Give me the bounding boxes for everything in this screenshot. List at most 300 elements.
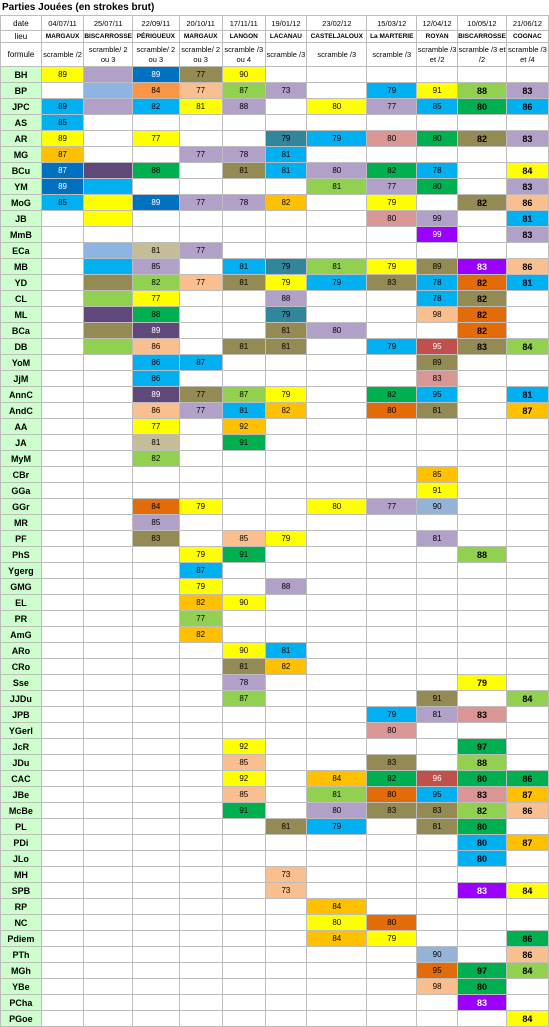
score-cell (307, 195, 367, 211)
score-cell (417, 451, 458, 467)
score-cell (307, 851, 367, 867)
score-cell (265, 787, 306, 803)
formule-cell: scramble /2 (41, 43, 83, 67)
score-cell (458, 563, 507, 579)
score-cell (84, 675, 133, 691)
score-cell: 81 (265, 163, 306, 179)
score-cell (84, 259, 133, 275)
player-row (1, 67, 549, 83)
score-cell: 87 (506, 403, 548, 419)
score-cell: 77 (179, 403, 222, 419)
score-cell: 79 (265, 531, 306, 547)
score-cell (133, 979, 179, 995)
score-cell (265, 1011, 306, 1027)
score-cell (367, 899, 417, 915)
score-cell: 79 (265, 131, 306, 147)
score-cell (417, 1011, 458, 1027)
score-cell (41, 627, 83, 643)
score-cell (506, 739, 548, 755)
score-cell: 81 (133, 243, 179, 259)
score-cell (265, 947, 306, 963)
score-cell (222, 819, 265, 835)
score-cell (367, 467, 417, 483)
score-cell (84, 323, 133, 339)
score-cell (41, 243, 83, 259)
score-cell: 90 (417, 947, 458, 963)
player-name: PhS (1, 547, 42, 563)
score-cell (41, 803, 83, 819)
score-cell (506, 499, 548, 515)
score-cell: 81 (222, 259, 265, 275)
player-row (1, 211, 549, 227)
player-row (1, 947, 549, 963)
score-cell (179, 675, 222, 691)
player-row (1, 819, 549, 835)
score-cell: 91 (222, 435, 265, 451)
score-cell (307, 211, 367, 227)
score-cell: 87 (41, 163, 83, 179)
score-cell (265, 707, 306, 723)
score-cell (84, 195, 133, 211)
score-cell: 77 (179, 243, 222, 259)
score-cell: 97 (458, 963, 507, 979)
score-cell (506, 435, 548, 451)
player-row (1, 963, 549, 979)
score-cell (307, 835, 367, 851)
score-cell (84, 787, 133, 803)
score-cell (133, 611, 179, 627)
score-cell (41, 787, 83, 803)
score-cell: 82 (133, 451, 179, 467)
player-name: BCu (1, 163, 42, 179)
formule-cell: scramble /3 (367, 43, 417, 67)
score-cell (133, 643, 179, 659)
score-cell: 80 (458, 979, 507, 995)
score-cell (41, 371, 83, 387)
score-cell (307, 643, 367, 659)
score-cell (84, 979, 133, 995)
score-cell (307, 403, 367, 419)
score-cell (506, 355, 548, 371)
score-cell: 81 (222, 403, 265, 419)
score-cell (367, 675, 417, 691)
score-cell (222, 995, 265, 1011)
score-cell: 80 (458, 771, 507, 787)
date-cell: 04/07/11 (41, 16, 83, 31)
score-cell: 85 (41, 195, 83, 211)
score-cell (179, 899, 222, 915)
score-cell (367, 371, 417, 387)
formule-label: formule (1, 43, 42, 67)
score-cell: 88 (265, 579, 306, 595)
score-cell (506, 115, 548, 131)
score-cell: 90 (222, 595, 265, 611)
score-cell: 73 (265, 867, 306, 883)
score-cell: 82 (458, 323, 507, 339)
score-cell: 89 (417, 259, 458, 275)
score-cell (307, 83, 367, 99)
score-cell: 80 (307, 323, 367, 339)
score-cell (458, 691, 507, 707)
score-cell (179, 979, 222, 995)
score-cell (367, 483, 417, 499)
score-cell: 78 (222, 195, 265, 211)
player-row (1, 1011, 549, 1027)
score-cell: 98 (417, 307, 458, 323)
score-cell (222, 499, 265, 515)
score-cell: 83 (458, 707, 507, 723)
formule-cell: scramble /3 ou 4 (222, 43, 265, 67)
score-cell (367, 307, 417, 323)
score-cell: 81 (307, 259, 367, 275)
score-cell (417, 67, 458, 83)
score-cell (506, 979, 548, 995)
score-cell (41, 531, 83, 547)
score-cell (84, 531, 133, 547)
score-cell: 84 (307, 931, 367, 947)
player-name: YBe (1, 979, 42, 995)
score-cell (179, 691, 222, 707)
score-cell (265, 931, 306, 947)
score-cell (84, 707, 133, 723)
player-name: MG (1, 147, 42, 163)
score-cell (179, 163, 222, 179)
score-cell (179, 787, 222, 803)
score-cell (41, 691, 83, 707)
score-cell (133, 227, 179, 243)
score-cell (417, 851, 458, 867)
score-cell (179, 307, 222, 323)
score-cell: 84 (133, 83, 179, 99)
player-row (1, 83, 549, 99)
score-cell (179, 419, 222, 435)
player-name: ECa (1, 243, 42, 259)
score-cell (84, 611, 133, 627)
score-cell (41, 739, 83, 755)
score-cell: 81 (265, 643, 306, 659)
score-cell (84, 115, 133, 131)
score-cell: 81 (417, 819, 458, 835)
score-cell: 88 (265, 291, 306, 307)
score-cell: 84 (506, 339, 548, 355)
score-cell (84, 163, 133, 179)
score-cell (367, 819, 417, 835)
player-row (1, 291, 549, 307)
score-cell (458, 899, 507, 915)
score-cell (222, 931, 265, 947)
score-cell (84, 211, 133, 227)
score-cell: 83 (506, 179, 548, 195)
score-cell: 90 (417, 499, 458, 515)
score-cell (417, 883, 458, 899)
score-cell: 81 (222, 275, 265, 291)
player-name: CL (1, 291, 42, 307)
lieu-cell: LANGON (222, 31, 265, 43)
player-name: YD (1, 275, 42, 291)
player-name: MB (1, 259, 42, 275)
score-cell: 87 (222, 83, 265, 99)
score-cell (41, 755, 83, 771)
score-cell (307, 451, 367, 467)
score-cell: 82 (265, 403, 306, 419)
score-cell (417, 995, 458, 1011)
date-cell: 25/07/11 (84, 16, 133, 31)
score-cell (84, 723, 133, 739)
score-cell (367, 227, 417, 243)
score-cell (367, 851, 417, 867)
score-cell: 77 (179, 275, 222, 291)
score-cell: 80 (458, 835, 507, 851)
score-cell (84, 579, 133, 595)
score-cell (84, 483, 133, 499)
lieu-cell: MARGAUX (179, 31, 222, 43)
player-name: AmG (1, 627, 42, 643)
score-cell: 82 (133, 275, 179, 291)
player-name: CAC (1, 771, 42, 787)
score-cell (506, 243, 548, 259)
date-cell: 12/04/12 (417, 16, 458, 31)
score-cell (265, 771, 306, 787)
score-cell (84, 291, 133, 307)
score-cell (265, 595, 306, 611)
score-cell (41, 723, 83, 739)
score-cell: 79 (367, 707, 417, 723)
score-cell (367, 115, 417, 131)
score-cell (84, 883, 133, 899)
score-cell (41, 867, 83, 883)
score-cell (506, 755, 548, 771)
score-cell (222, 227, 265, 243)
score-cell: 83 (458, 787, 507, 803)
score-cell (133, 995, 179, 1011)
player-name: ML (1, 307, 42, 323)
score-cell (133, 963, 179, 979)
score-cell (307, 995, 367, 1011)
score-cell (179, 531, 222, 547)
score-cell (458, 67, 507, 83)
score-cell (458, 947, 507, 963)
score-cell: 84 (307, 771, 367, 787)
score-cell: 95 (417, 339, 458, 355)
player-name: JJDu (1, 691, 42, 707)
score-cell: 81 (417, 707, 458, 723)
score-cell (367, 67, 417, 83)
player-name: RP (1, 899, 42, 915)
score-cell: 77 (179, 67, 222, 83)
score-cell (84, 83, 133, 99)
score-cell (133, 659, 179, 675)
score-cell: 84 (506, 963, 548, 979)
formule-row (1, 43, 549, 67)
formule-cell: scramble/ 2 ou 3 (133, 43, 179, 67)
score-cell (458, 387, 507, 403)
score-cell (458, 915, 507, 931)
score-cell (265, 483, 306, 499)
score-cell (41, 771, 83, 787)
score-cell (133, 835, 179, 851)
score-cell: 77 (179, 387, 222, 403)
score-cell (417, 835, 458, 851)
score-cell: 97 (458, 739, 507, 755)
score-cell: 90 (222, 67, 265, 83)
score-cell (506, 867, 548, 883)
score-cell (41, 883, 83, 899)
score-cell (417, 547, 458, 563)
score-cell (307, 67, 367, 83)
score-cell (133, 579, 179, 595)
player-row (1, 931, 549, 947)
score-cell: 79 (307, 131, 367, 147)
score-cell (417, 755, 458, 771)
score-cell (458, 931, 507, 947)
player-name: JcR (1, 739, 42, 755)
score-cell (506, 643, 548, 659)
score-cell: 85 (41, 115, 83, 131)
score-cell (133, 627, 179, 643)
score-cell: 77 (179, 195, 222, 211)
score-cell (506, 547, 548, 563)
score-cell (133, 675, 179, 691)
score-cell (41, 611, 83, 627)
score-cell (41, 211, 83, 227)
score-cell: 89 (133, 387, 179, 403)
score-cell: 82 (265, 659, 306, 675)
player-name: JPB (1, 707, 42, 723)
score-cell: 79 (179, 547, 222, 563)
score-cell (84, 307, 133, 323)
score-cell: 88 (458, 83, 507, 99)
score-cell (179, 339, 222, 355)
score-cell (41, 419, 83, 435)
score-cell (417, 931, 458, 947)
score-cell (179, 915, 222, 931)
score-cell: 79 (367, 83, 417, 99)
formule-cell: scramble/ 2 ou 3 (84, 43, 133, 67)
score-cell: 80 (367, 723, 417, 739)
score-cell (307, 483, 367, 499)
score-cell (41, 659, 83, 675)
score-cell (367, 419, 417, 435)
player-name: MoG (1, 195, 42, 211)
score-cell (84, 499, 133, 515)
lieu-cell: CASTELJALOUX (307, 31, 367, 43)
score-cell (222, 723, 265, 739)
player-row (1, 787, 549, 803)
score-cell (506, 483, 548, 499)
player-row (1, 131, 549, 147)
player-name: PR (1, 611, 42, 627)
score-cell (84, 147, 133, 163)
score-cell (307, 963, 367, 979)
score-cell (179, 323, 222, 339)
score-cell (307, 531, 367, 547)
score-cell (179, 995, 222, 1011)
score-cell: 80 (307, 499, 367, 515)
score-cell (41, 595, 83, 611)
score-cell (265, 915, 306, 931)
score-cell (506, 467, 548, 483)
score-cell (367, 739, 417, 755)
score-cell (458, 227, 507, 243)
player-row (1, 915, 549, 931)
player-name: BH (1, 67, 42, 83)
score-cell: 81 (222, 339, 265, 355)
player-row (1, 707, 549, 723)
score-cell (84, 227, 133, 243)
score-cell (307, 371, 367, 387)
score-cell: 80 (417, 179, 458, 195)
score-cell: 78 (417, 291, 458, 307)
score-cell (179, 835, 222, 851)
score-cell (265, 371, 306, 387)
score-cell (367, 867, 417, 883)
formule-cell: scramble /3 (265, 43, 306, 67)
formule-cell: scramble/ 2 ou 3 (179, 43, 222, 67)
score-cell: 98 (417, 979, 458, 995)
player-name: AR (1, 131, 42, 147)
score-cell: 99 (417, 227, 458, 243)
score-cell (307, 339, 367, 355)
score-cell (307, 1011, 367, 1027)
score-cell (84, 931, 133, 947)
score-cell (179, 931, 222, 947)
score-cell: 85 (133, 259, 179, 275)
player-row (1, 163, 549, 179)
score-cell (367, 611, 417, 627)
score-cell: 95 (417, 387, 458, 403)
score-cell (179, 371, 222, 387)
score-cell: 83 (506, 131, 548, 147)
player-row (1, 563, 549, 579)
score-cell: 89 (41, 131, 83, 147)
player-row (1, 435, 549, 451)
score-cell (367, 291, 417, 307)
player-name: Ygerg (1, 563, 42, 579)
score-cell: 81 (506, 387, 548, 403)
player-row (1, 179, 549, 195)
score-cell: 78 (417, 163, 458, 179)
score-cell (265, 611, 306, 627)
score-cell (265, 563, 306, 579)
player-row (1, 243, 549, 259)
score-cell: 92 (222, 419, 265, 435)
score-cell: 78 (222, 147, 265, 163)
player-row (1, 419, 549, 435)
score-cell (417, 195, 458, 211)
score-cell (41, 707, 83, 723)
score-cell (265, 723, 306, 739)
player-name: MyM (1, 451, 42, 467)
player-row (1, 803, 549, 819)
scores-table (0, 15, 549, 1027)
score-cell (222, 515, 265, 531)
score-cell (506, 707, 548, 723)
score-cell: 88 (222, 99, 265, 115)
score-cell (179, 211, 222, 227)
score-cell (307, 691, 367, 707)
score-cell: 84 (307, 899, 367, 915)
score-cell (41, 499, 83, 515)
score-cell: 79 (265, 275, 306, 291)
score-cell (179, 659, 222, 675)
score-cell: 81 (179, 99, 222, 115)
score-cell (133, 787, 179, 803)
score-cell (307, 611, 367, 627)
score-cell (84, 771, 133, 787)
score-cell (84, 515, 133, 531)
score-cell (307, 467, 367, 483)
score-cell (84, 243, 133, 259)
